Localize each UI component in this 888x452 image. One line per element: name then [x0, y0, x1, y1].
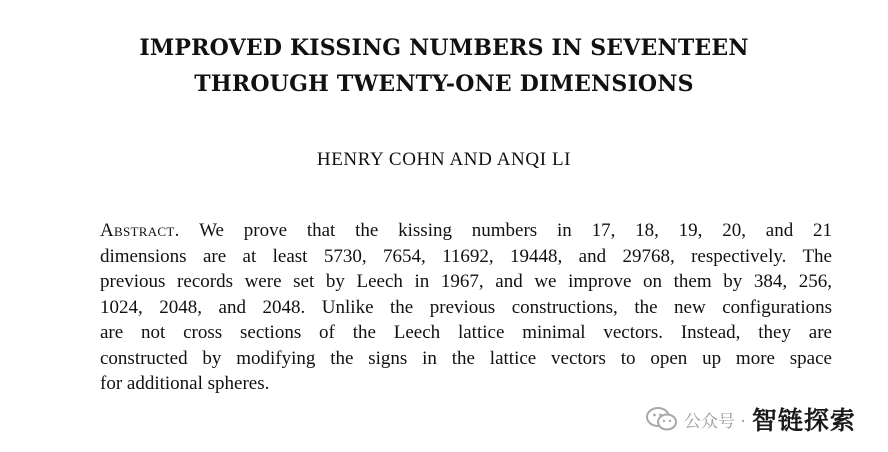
abstract [100, 218, 832, 397]
abstract-line-6: constructed by modifying the signs in the lattice vectors to open up more space [100, 347, 832, 369]
abstract-line-7: for additional spheres. [100, 373, 270, 394]
wechat-icon [646, 406, 678, 432]
paper-title [0, 30, 888, 102]
watermark [646, 404, 856, 434]
paper-authors: HENRY COHN AND ANQI LI [316, 149, 572, 170]
abstract-line-4: 1024, 2048, and 2048. Unlike the previous constructions, the new configurations [100, 296, 832, 318]
paper-title-line-2: THROUGH TWENTY-ONE DIMENSIONS [194, 71, 694, 97]
abstract-line-1 [100, 218, 832, 244]
watermark-brand: 智链探索 [751, 406, 856, 435]
abstract-line-5: are not cross sections of the Leech lattice minimal vectors. Instead, they are [100, 322, 832, 343]
abstract-line-2: dimensions are at least 5730, 7654, 11692, 19448, and 29768, respectively. The [100, 245, 832, 267]
abstract-line-3: previous records were set by Leech in 1967, and we improve on them by 384, 256, [100, 271, 832, 292]
paper-title-line-1: IMPROVED KISSING NUMBERS IN SEVENTEEN [139, 35, 749, 61]
abstract-label: Abstract. [100, 220, 180, 241]
abstract-line-1-text: We prove that the kissing numbers in 17, 18, 19, 20, and 21 [179, 220, 832, 241]
watermark-small-text: 公众号 · [684, 411, 746, 432]
